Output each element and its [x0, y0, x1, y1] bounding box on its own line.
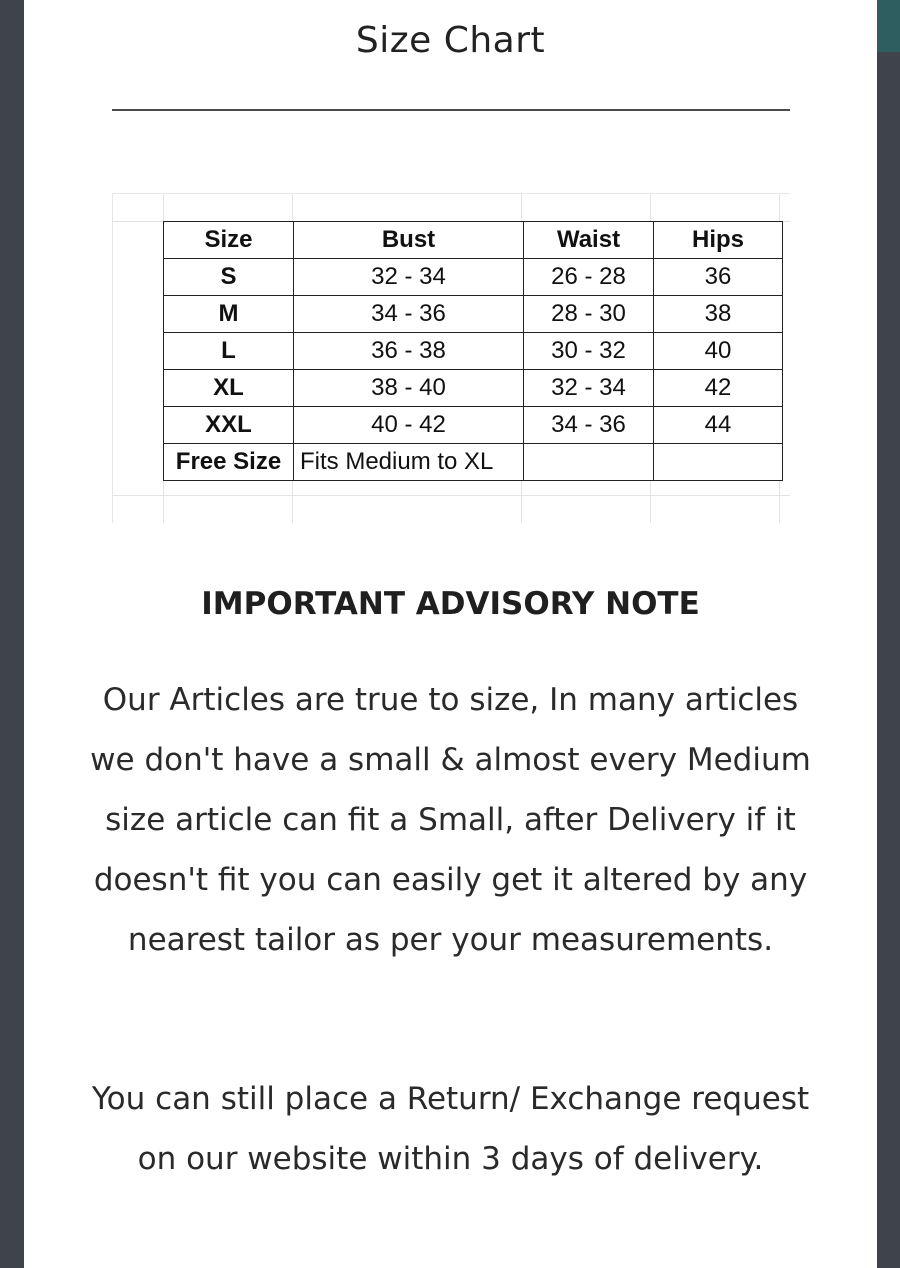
title-divider: [112, 109, 790, 111]
table-row: [164, 296, 783, 333]
cell-waist: 30 - 32: [524, 333, 654, 370]
header-hips: Hips: [654, 222, 783, 259]
size-chart-modal: [24, 0, 877, 1268]
table-row: [164, 370, 783, 407]
cell-hips: 40: [654, 333, 783, 370]
cell-empty: [524, 444, 654, 481]
advisory-body-text: Our Articles are true to size, In many articles we don't have a small & almost every Medium size article can fit a Small, after Delivery if it doesn't fit you can easily get it altered by any nearest tailor as per your measurements.: [90, 682, 811, 958]
cell-hips: 38: [654, 296, 783, 333]
cell-waist: 34 - 36: [524, 407, 654, 444]
cell-hips: 44: [654, 407, 783, 444]
cell-bust: 34 - 36: [294, 296, 524, 333]
size-table: [163, 221, 783, 481]
cell-waist: 28 - 30: [524, 296, 654, 333]
cell-size: XL: [164, 370, 294, 407]
cell-hips: 36: [654, 259, 783, 296]
table-row: [164, 407, 783, 444]
header-size: Size: [164, 222, 294, 259]
cell-empty: [654, 444, 783, 481]
table-row-free-size: [164, 444, 783, 481]
return-policy-text: You can still place a Return/ Exchange request on our website within 3 days of delivery.: [91, 1081, 810, 1177]
table-row: [164, 333, 783, 370]
cell-hips: 42: [654, 370, 783, 407]
table-header-row: [164, 222, 783, 259]
cell-size: L: [164, 333, 294, 370]
advisory-heading: IMPORTANT ADVISORY NOTE: [201, 586, 700, 622]
cell-size: XXL: [164, 407, 294, 444]
cell-bust: 32 - 34: [294, 259, 524, 296]
modal-title: Size Chart: [355, 20, 546, 61]
background-accent-strip: [876, 0, 900, 52]
cell-bust: 36 - 38: [294, 333, 524, 370]
cell-bust: 38 - 40: [294, 370, 524, 407]
cell-waist: 26 - 28: [524, 259, 654, 296]
cell-bust: 40 - 42: [294, 407, 524, 444]
size-chart-image: [112, 193, 790, 523]
cell-waist: 32 - 34: [524, 370, 654, 407]
table-row: [164, 259, 783, 296]
cell-free-size-note: Fits Medium to XL: [294, 444, 524, 481]
header-waist: Waist: [524, 222, 654, 259]
cell-size: M: [164, 296, 294, 333]
cell-size: Free Size: [164, 444, 294, 481]
cell-size: S: [164, 259, 294, 296]
header-bust: Bust: [294, 222, 524, 259]
